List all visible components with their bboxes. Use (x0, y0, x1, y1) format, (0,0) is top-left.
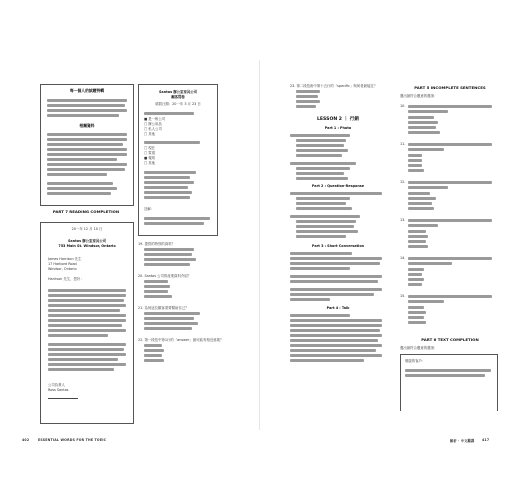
text-line (290, 288, 382, 291)
answer-option (144, 327, 192, 330)
form-option: □ 電視 (144, 151, 156, 155)
text-line (405, 369, 491, 372)
question-22: 22. 第一段技中第1行的「answer」最可能有相近意義？ (138, 338, 224, 342)
text-line (408, 186, 448, 189)
answer-option (408, 192, 430, 195)
part3-title: Part 3 : Short Conversation (311, 244, 365, 248)
text-line (296, 172, 344, 175)
text-line (144, 141, 200, 144)
letter-date: 20一年 12 月 10 日 (71, 227, 103, 231)
text-line (47, 173, 107, 176)
answer-option (408, 283, 422, 286)
text-line (48, 309, 120, 312)
text-line (144, 112, 194, 115)
question-15: 15. (400, 294, 406, 298)
answer-option (408, 321, 426, 324)
question-19: 19. 提供的特別的資料？ (138, 242, 175, 246)
text-line (408, 105, 492, 108)
text-line (290, 162, 356, 165)
text-line (408, 300, 444, 303)
answer-option (408, 273, 422, 276)
letter-closing: 公司負責人 (48, 383, 65, 387)
text-line (47, 104, 125, 107)
passage-greeting: 敬啟的客戶： (405, 359, 426, 363)
answer-option (408, 159, 422, 162)
text-line (408, 224, 438, 227)
part4-title: Part 4 : Talk (326, 306, 350, 310)
right-page (260, 0, 520, 500)
text-line (290, 339, 378, 342)
text-line (408, 262, 452, 265)
text-line (290, 344, 382, 347)
answer-option (144, 354, 162, 357)
text-line (408, 148, 444, 151)
question-12: 12. (400, 180, 406, 184)
text-line (296, 230, 358, 233)
lesson-title: LESSON 2 ｜ 行銷 (316, 117, 359, 122)
answer-option (144, 285, 170, 288)
form-option: □ 辦公用品 (144, 122, 162, 126)
text-line (47, 158, 117, 161)
text-line (296, 154, 342, 157)
letter-box (40, 222, 134, 424)
part2-title: Part 2 : Question-Response (311, 184, 365, 188)
answer-option (408, 230, 426, 233)
answer-option (296, 95, 318, 98)
text-line (47, 109, 127, 112)
form-checked-option: ■ 報紙 (144, 156, 156, 160)
text-line (296, 207, 352, 210)
recipient-street: 17 Harbord Road (48, 262, 77, 266)
answer-option (408, 202, 432, 205)
question-14: 14. (400, 256, 406, 260)
text-line (290, 334, 382, 337)
survey-form-box (138, 84, 218, 236)
text-line (290, 324, 382, 327)
text-line (48, 363, 126, 366)
part1-title: Part 1 : Photo (324, 126, 352, 130)
answer-option (408, 121, 438, 124)
text-line (144, 176, 190, 179)
text-line (408, 257, 492, 260)
text-line (47, 133, 127, 136)
passage-subheading: 相關資料 (79, 123, 95, 128)
form-date: 填寫日期：20一年 3 月 23 日 (155, 102, 201, 106)
text-line (144, 191, 192, 194)
answer-option (408, 306, 424, 309)
text-line (144, 171, 196, 174)
recipient-name: James Harrison 先生 (48, 257, 82, 261)
answer-option (144, 349, 164, 352)
form-option: □ 私人公司 (144, 127, 162, 131)
text-line (296, 235, 346, 238)
question-11: 11. (400, 142, 406, 146)
text-line (48, 314, 126, 317)
answer-option (408, 278, 424, 281)
answer-option (408, 126, 436, 129)
answer-option (144, 295, 172, 298)
text-line (408, 143, 492, 146)
answer-option (408, 245, 428, 248)
answer-option (408, 316, 424, 319)
answer-option (144, 317, 194, 320)
form-title: 顧客問卷 (171, 95, 185, 99)
text-line (144, 196, 190, 199)
text-line (48, 343, 126, 346)
part6-intro: 選出最符合題意的選項： (400, 346, 438, 350)
text-line (48, 289, 126, 292)
answer-option (144, 258, 196, 261)
answer-option (144, 253, 192, 256)
answer-option (144, 322, 198, 325)
text-line (48, 358, 118, 361)
text-line (48, 299, 124, 302)
text-line (290, 134, 350, 137)
text-line (296, 220, 356, 223)
text-line (48, 353, 126, 356)
recipient-city: Windsor, Ontario (48, 267, 77, 271)
text-line (290, 215, 360, 218)
answer-option (296, 100, 320, 103)
text-line (47, 163, 127, 166)
answer-option (144, 359, 164, 362)
text-line (296, 167, 350, 170)
text-line (296, 202, 346, 205)
answer-option (296, 105, 316, 108)
form-note-label: 註解： (144, 207, 155, 211)
question-13: 13. (400, 218, 406, 222)
text-line (144, 222, 204, 225)
text-line (144, 217, 210, 220)
letter-company: Santos 辦公室家具公司 (67, 239, 107, 243)
answer-option (144, 263, 190, 266)
answer-option (408, 207, 434, 210)
answer-option (144, 312, 200, 315)
text-line (47, 99, 127, 102)
text-line (408, 219, 492, 222)
answer-option (408, 154, 422, 157)
reading-passage-box (40, 84, 134, 206)
text-line (296, 139, 346, 142)
answer-option (144, 280, 168, 283)
answer-option (408, 131, 440, 134)
text-line (290, 359, 364, 362)
text-line (47, 168, 125, 171)
text-line (47, 114, 119, 117)
text-line (296, 177, 348, 180)
text-line (48, 329, 126, 332)
answer-option (408, 197, 436, 200)
text-line (290, 267, 350, 270)
text-line (290, 293, 374, 296)
text-line (290, 314, 350, 317)
text-line (408, 110, 448, 113)
text-line (48, 304, 126, 307)
answer-option (408, 268, 424, 271)
answer-option (144, 290, 168, 293)
text-line (296, 149, 348, 152)
text-line (290, 349, 376, 352)
text-line (47, 138, 127, 141)
form-checked-option: ■ 是一般公司 (144, 117, 166, 121)
part6-title: PART 6 TEXT COMPLETION (421, 337, 479, 342)
letter-signer: Ross Santos (48, 388, 69, 392)
text-line (47, 148, 127, 151)
question-21: 21. 為何這位顧客需要幫助自己？ (138, 306, 189, 310)
text-line (48, 319, 126, 322)
text-line (47, 153, 127, 156)
answer-option (408, 311, 426, 314)
answer-option (408, 116, 434, 119)
answer-option (408, 240, 426, 243)
text-line (290, 329, 380, 332)
letter-salutation: Harrison 先生，您好： (48, 277, 84, 281)
text-line (144, 181, 194, 184)
part6-passage-box (400, 354, 498, 411)
left-footer-title: ESSENTIAL WORDS FOR THE TOEIC (38, 438, 107, 442)
text-line (48, 348, 124, 351)
answer-option (144, 344, 162, 347)
answer-option (296, 90, 320, 93)
text-line (296, 225, 354, 228)
passage-heading: 每一個人的試題特輯 (69, 88, 105, 93)
right-footer-title: 解析 ‧ 中文翻譯 (450, 439, 475, 443)
form-company: Santos 辦公室家具公司 (158, 90, 198, 94)
right-page-number: 417 (482, 438, 490, 442)
question-10: 10. (400, 104, 406, 108)
signature-line (48, 398, 78, 399)
letter-address: 753 Main St. Windsor, Ontario (58, 244, 116, 248)
part7-title: PART 7 READING COMPLETION (52, 209, 120, 214)
left-page-number: 402 (22, 438, 30, 442)
answer-option (408, 164, 422, 167)
text-line (48, 334, 108, 337)
text-line (47, 182, 113, 185)
text-line (290, 354, 382, 357)
text-line (47, 192, 111, 195)
text-line (408, 295, 492, 298)
text-line (290, 252, 352, 255)
text-line (290, 192, 382, 195)
answer-option (408, 235, 428, 238)
text-line (48, 324, 122, 327)
form-option: □ 其他 (144, 132, 156, 136)
text-line (290, 298, 330, 301)
text-line (47, 143, 123, 146)
text-line (48, 368, 114, 371)
text-line (408, 181, 492, 184)
text-line (144, 186, 188, 189)
part5-intro: 選出最符合題意的選項： (400, 94, 438, 98)
text-line (290, 275, 382, 278)
answer-option (144, 248, 194, 251)
text-line (296, 197, 350, 200)
question-23: 23. 第二段技術中第十五行的「specific」與何者最接近？ (290, 84, 378, 88)
part5-title: PART 5 INCOMPLETE SENTENCES (414, 85, 486, 90)
answer-option (408, 169, 424, 172)
text-line (405, 374, 485, 377)
form-option: □ 現在 (144, 146, 156, 150)
text-line (290, 280, 378, 283)
text-line (290, 257, 382, 260)
text-line (48, 294, 126, 297)
text-line (290, 262, 380, 265)
question-20: 20. Santos 公司的產業資料介紹？ (138, 274, 192, 278)
text-line (290, 319, 382, 322)
text-line (296, 144, 344, 147)
form-option: □ 其他 (144, 161, 156, 165)
text-line (47, 187, 117, 190)
